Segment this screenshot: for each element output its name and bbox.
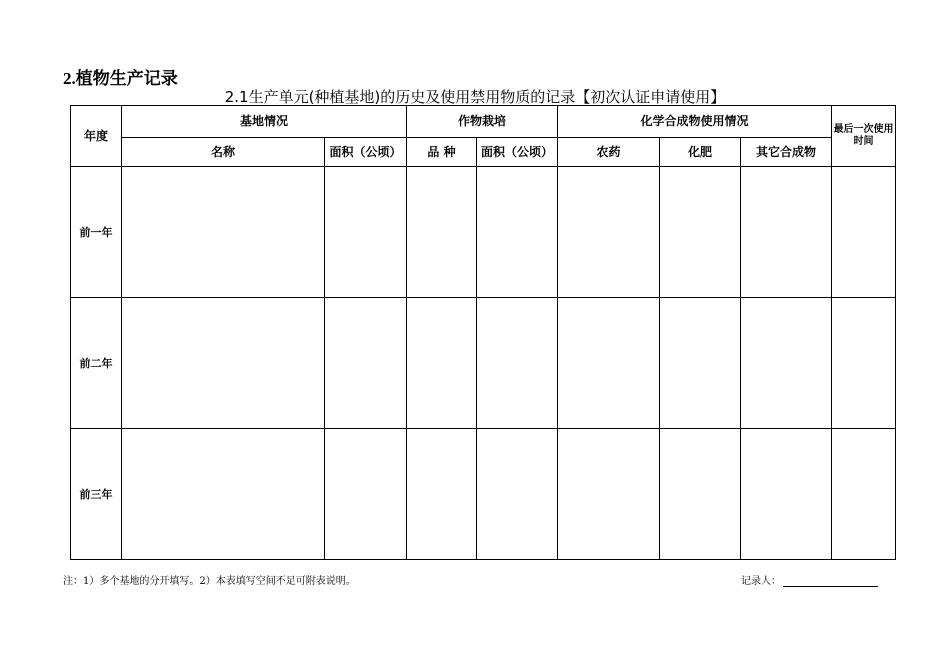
table-row (71, 298, 896, 429)
cell-other[interactable] (741, 167, 832, 298)
footnote: 注：1）多个基地的分开填写。2）本表填写空间不足可附表说明。 (63, 576, 356, 587)
history-record-table (70, 105, 896, 560)
cell-pesticide[interactable] (558, 298, 660, 429)
cell-pesticide[interactable] (558, 429, 660, 560)
cell-crop-area[interactable] (477, 167, 558, 298)
cell-area[interactable] (325, 167, 407, 298)
cell-name[interactable] (122, 167, 325, 298)
cell-crop-area[interactable] (477, 429, 558, 560)
cell-other[interactable] (741, 298, 832, 429)
recorder-signature-line[interactable] (783, 576, 878, 587)
recorder-label: 记录人： (741, 576, 781, 587)
table-title: 2.1生产单元(种植基地)的历史及使用禁用物质的记录【初次认证申请使用】 (224, 88, 726, 106)
header-fertilizer: 化肥 (660, 138, 741, 167)
header-area: 面积（公顷） (325, 138, 407, 167)
row-label: 前一年 (71, 167, 122, 298)
header-base-info: 基地情况 (122, 106, 407, 138)
row-label: 前三年 (71, 429, 122, 560)
header-name: 名称 (122, 138, 325, 167)
header-chemical: 化学合成物使用情况 (558, 106, 832, 138)
table-row (71, 167, 896, 298)
header-other: 其它合成物 (741, 138, 832, 167)
header-row-2 (71, 138, 896, 167)
cell-last-use[interactable] (832, 167, 896, 298)
cell-crop-area[interactable] (477, 298, 558, 429)
recorder-field (741, 572, 878, 587)
header-crop-area: 面积（公顷） (477, 138, 558, 167)
header-variety: 品 种 (407, 138, 477, 167)
cell-name[interactable] (122, 298, 325, 429)
cell-other[interactable] (741, 429, 832, 560)
header-last-use: 最后一次使用时间 (832, 106, 896, 167)
section-title: 2.植物生产记录 (63, 69, 178, 88)
cell-last-use[interactable] (832, 298, 896, 429)
cell-fertilizer[interactable] (660, 167, 741, 298)
header-year: 年度 (71, 106, 122, 167)
cell-variety[interactable] (407, 298, 477, 429)
cell-pesticide[interactable] (558, 167, 660, 298)
cell-name[interactable] (122, 429, 325, 560)
cell-area[interactable] (325, 298, 407, 429)
cell-last-use[interactable] (832, 429, 896, 560)
table-row (71, 429, 896, 560)
cell-variety[interactable] (407, 429, 477, 560)
cell-fertilizer[interactable] (660, 298, 741, 429)
row-label: 前二年 (71, 298, 122, 429)
header-row-1 (71, 106, 896, 138)
cell-variety[interactable] (407, 167, 477, 298)
cell-fertilizer[interactable] (660, 429, 741, 560)
header-pesticide: 农药 (558, 138, 660, 167)
header-crop: 作物栽培 (407, 106, 558, 138)
cell-area[interactable] (325, 429, 407, 560)
